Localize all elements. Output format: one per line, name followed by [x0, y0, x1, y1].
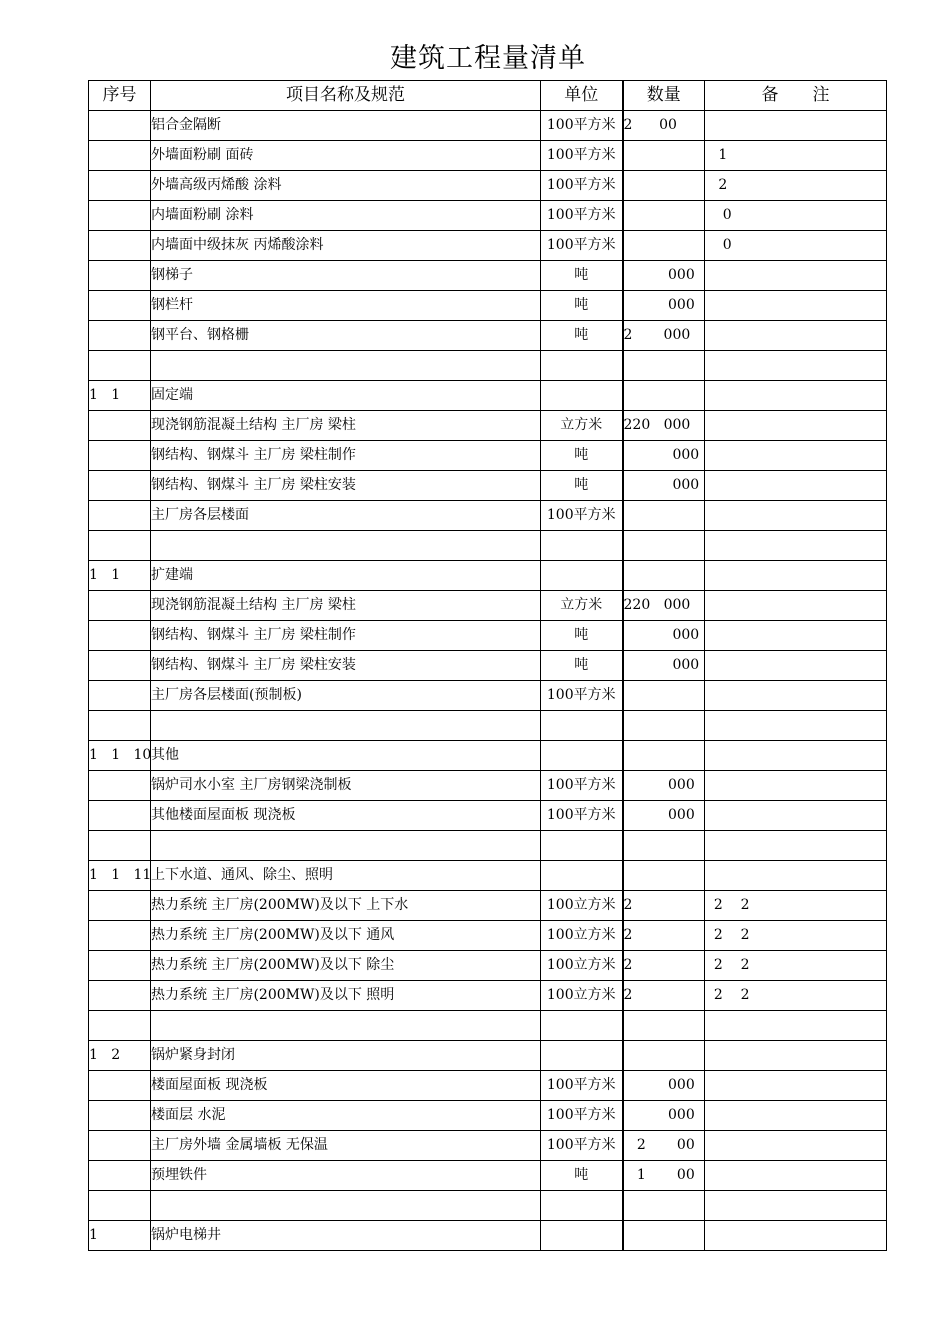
row-quantity: [623, 681, 705, 711]
row-quantity: 000: [623, 1101, 705, 1131]
table-row: [89, 981, 887, 1011]
row-item-name: 内墙面中级抹灰 丙烯酸涂料: [151, 231, 541, 261]
row-item-name: 钢结构、钢煤斗 主厂房 梁柱制作: [151, 441, 541, 471]
table-row: [89, 111, 887, 141]
table-row: [89, 1011, 887, 1041]
row-quantity: 2: [623, 921, 705, 951]
row-note: [705, 591, 887, 621]
row-unit: 吨: [541, 651, 623, 681]
row-quantity: 000: [623, 291, 705, 321]
row-seq: 1 2: [89, 1041, 151, 1071]
row-quantity: 000: [623, 1071, 705, 1101]
row-seq: [89, 591, 151, 621]
table-row: [89, 711, 887, 741]
row-note: [705, 1131, 887, 1161]
row-unit: [541, 1221, 623, 1251]
row-unit: 100平方米: [541, 771, 623, 801]
row-quantity: 2 00: [623, 111, 705, 141]
row-seq: [89, 621, 151, 651]
row-item-name: 铝合金隔断: [151, 111, 541, 141]
table-row: [89, 831, 887, 861]
row-quantity: [623, 741, 705, 771]
row-unit: [541, 1041, 623, 1071]
row-quantity: [623, 711, 705, 741]
row-seq: [89, 681, 151, 711]
row-unit: 100立方米: [541, 951, 623, 981]
row-quantity: [623, 201, 705, 231]
row-note: [705, 1161, 887, 1191]
row-item-name: 主厂房外墙 金属墙板 无保温: [151, 1131, 541, 1161]
row-note: [705, 351, 887, 381]
row-note: [705, 501, 887, 531]
row-item-name: 扩建端: [151, 561, 541, 591]
row-unit: [541, 741, 623, 771]
table-row: [89, 291, 887, 321]
row-item-name: [151, 351, 541, 381]
row-item-name: [151, 831, 541, 861]
table-row: [89, 261, 887, 291]
row-note: [705, 261, 887, 291]
table-row: [89, 621, 887, 651]
row-seq: 1 1: [89, 561, 151, 591]
row-quantity: 220 000: [623, 591, 705, 621]
row-seq: [89, 1191, 151, 1221]
row-note: [705, 831, 887, 861]
row-quantity: 000: [623, 621, 705, 651]
row-item-name: 现浇钢筋混凝土结构 主厂房 梁柱: [151, 591, 541, 621]
row-note: [705, 681, 887, 711]
table-row: [89, 1131, 887, 1161]
row-quantity: [623, 531, 705, 561]
row-item-name: 固定端: [151, 381, 541, 411]
table-row: [89, 681, 887, 711]
row-quantity: 000: [623, 771, 705, 801]
table-row: [89, 891, 887, 921]
row-item-name: 钢结构、钢煤斗 主厂房 梁柱安装: [151, 471, 541, 501]
row-item-name: 其他楼面屋面板 现浇板: [151, 801, 541, 831]
row-unit: 100平方米: [541, 1131, 623, 1161]
row-note: [705, 771, 887, 801]
row-seq: [89, 921, 151, 951]
row-item-name: 外墙面粉刷 面砖: [151, 141, 541, 171]
table-row: [89, 471, 887, 501]
table-row: [89, 201, 887, 231]
header-name: 项目名称及规范: [151, 81, 541, 111]
row-unit: 100平方米: [541, 111, 623, 141]
table-row: [89, 801, 887, 831]
row-item-name: [151, 531, 541, 561]
row-item-name: 热力系统 主厂房(200MW)及以下 通风: [151, 921, 541, 951]
row-unit: 100平方米: [541, 501, 623, 531]
row-quantity: [623, 231, 705, 261]
row-unit: 100立方米: [541, 891, 623, 921]
row-note: [705, 1041, 887, 1071]
row-quantity: [623, 141, 705, 171]
table-row: [89, 1161, 887, 1191]
row-quantity: [623, 501, 705, 531]
row-seq: [89, 1131, 151, 1161]
row-unit: 吨: [541, 321, 623, 351]
row-seq: [89, 1011, 151, 1041]
table-row: [89, 1041, 887, 1071]
row-seq: 1 1: [89, 381, 151, 411]
row-unit: 100平方米: [541, 201, 623, 231]
row-item-name: 锅炉紧身封闭: [151, 1041, 541, 1071]
row-seq: [89, 831, 151, 861]
row-unit: 100平方米: [541, 1101, 623, 1131]
row-seq: [89, 531, 151, 561]
row-note: 2 2: [705, 891, 887, 921]
table-row: [89, 1071, 887, 1101]
row-note: [705, 801, 887, 831]
table-row: [89, 531, 887, 561]
header-qty: 数量: [623, 81, 705, 111]
row-seq: 1: [89, 1221, 151, 1251]
row-unit: 吨: [541, 471, 623, 501]
table-row: [89, 501, 887, 531]
table-row: [89, 411, 887, 441]
row-quantity: [623, 1191, 705, 1221]
table-row: [89, 231, 887, 261]
row-seq: [89, 171, 151, 201]
row-quantity: 2: [623, 951, 705, 981]
row-quantity: 2 00: [623, 1131, 705, 1161]
row-note: [705, 741, 887, 771]
row-seq: [89, 261, 151, 291]
row-note: [705, 711, 887, 741]
row-unit: [541, 711, 623, 741]
row-note: 2 2: [705, 981, 887, 1011]
row-quantity: 000: [623, 801, 705, 831]
row-quantity: [623, 561, 705, 591]
row-note: [705, 651, 887, 681]
table-row: [89, 741, 887, 771]
row-note: 1: [705, 141, 887, 171]
row-item-name: [151, 711, 541, 741]
row-item-name: 热力系统 主厂房(200MW)及以下 上下水: [151, 891, 541, 921]
row-unit: 立方米: [541, 411, 623, 441]
row-note: [705, 561, 887, 591]
row-unit: 100平方米: [541, 681, 623, 711]
row-note: [705, 531, 887, 561]
row-quantity: 2: [623, 981, 705, 1011]
row-quantity: [623, 171, 705, 201]
row-item-name: 钢栏杆: [151, 291, 541, 321]
row-note: 2: [705, 171, 887, 201]
row-seq: [89, 771, 151, 801]
row-note: [705, 1071, 887, 1101]
table-row: [89, 771, 887, 801]
table-row: [89, 861, 887, 891]
row-unit: 100平方米: [541, 171, 623, 201]
row-seq: [89, 201, 151, 231]
table-row: [89, 171, 887, 201]
row-seq: [89, 951, 151, 981]
row-note: 0: [705, 231, 887, 261]
row-unit: [541, 1191, 623, 1221]
row-item-name: [151, 1191, 541, 1221]
table-row: [89, 1101, 887, 1131]
row-quantity: 2 000: [623, 321, 705, 351]
row-quantity: [623, 831, 705, 861]
row-seq: [89, 711, 151, 741]
row-seq: [89, 111, 151, 141]
row-note: [705, 381, 887, 411]
row-note: 0: [705, 201, 887, 231]
row-seq: 1 1 11: [89, 861, 151, 891]
row-note: [705, 1191, 887, 1221]
row-seq: [89, 801, 151, 831]
row-unit: 100平方米: [541, 231, 623, 261]
row-item-name: 楼面屋面板 现浇板: [151, 1071, 541, 1101]
row-quantity: [623, 381, 705, 411]
row-quantity: 220 000: [623, 411, 705, 441]
row-item-name: 钢平台、钢格栅: [151, 321, 541, 351]
row-unit: [541, 381, 623, 411]
row-unit: 100平方米: [541, 141, 623, 171]
row-unit: [541, 1011, 623, 1041]
table-row: [89, 1221, 887, 1251]
row-item-name: [151, 1011, 541, 1041]
row-item-name: 热力系统 主厂房(200MW)及以下 照明: [151, 981, 541, 1011]
row-quantity: 000: [623, 261, 705, 291]
row-seq: [89, 501, 151, 531]
table-row: [89, 141, 887, 171]
row-seq: [89, 411, 151, 441]
row-note: 2 2: [705, 921, 887, 951]
header-note: 备 注: [705, 81, 887, 111]
row-seq: [89, 1071, 151, 1101]
row-note: [705, 291, 887, 321]
row-note: [705, 441, 887, 471]
row-item-name: 其他: [151, 741, 541, 771]
row-seq: [89, 1101, 151, 1131]
table-row: [89, 381, 887, 411]
row-seq: [89, 471, 151, 501]
row-item-name: 预埋铁件: [151, 1161, 541, 1191]
table-row: [89, 591, 887, 621]
header-seq: 序号: [89, 81, 151, 111]
row-item-name: 楼面层 水泥: [151, 1101, 541, 1131]
row-note: [705, 1011, 887, 1041]
row-unit: 100平方米: [541, 1071, 623, 1101]
row-seq: [89, 441, 151, 471]
row-note: [705, 861, 887, 891]
row-item-name: 锅炉电梯井: [151, 1221, 541, 1251]
row-note: [705, 411, 887, 441]
table-row: [89, 921, 887, 951]
row-seq: [89, 1161, 151, 1191]
row-item-name: 现浇钢筋混凝土结构 主厂房 梁柱: [151, 411, 541, 441]
row-unit: [541, 351, 623, 381]
row-unit: [541, 831, 623, 861]
row-note: [705, 1101, 887, 1131]
row-quantity: [623, 351, 705, 381]
row-unit: [541, 561, 623, 591]
row-unit: 100立方米: [541, 921, 623, 951]
row-item-name: 钢梯子: [151, 261, 541, 291]
row-item-name: 外墙高级丙烯酸 涂料: [151, 171, 541, 201]
row-quantity: 000: [623, 651, 705, 681]
row-quantity: 1 00: [623, 1161, 705, 1191]
table-row: [89, 651, 887, 681]
row-seq: [89, 321, 151, 351]
row-unit: [541, 861, 623, 891]
row-note: [705, 321, 887, 351]
row-seq: [89, 141, 151, 171]
row-note: [705, 621, 887, 651]
table-row: [89, 561, 887, 591]
row-item-name: 主厂房各层楼面(预制板): [151, 681, 541, 711]
row-unit: 吨: [541, 291, 623, 321]
row-seq: [89, 291, 151, 321]
row-item-name: 内墙面粉刷 涂料: [151, 201, 541, 231]
row-unit: 吨: [541, 621, 623, 651]
row-seq: [89, 651, 151, 681]
row-quantity: [623, 1041, 705, 1071]
table-row: [89, 951, 887, 981]
row-unit: 吨: [541, 1161, 623, 1191]
row-item-name: 主厂房各层楼面: [151, 501, 541, 531]
row-seq: [89, 231, 151, 261]
table-row: [89, 321, 887, 351]
row-seq: 1 1 10: [89, 741, 151, 771]
row-seq: [89, 351, 151, 381]
row-note: 2 2: [705, 951, 887, 981]
row-item-name: 锅炉司水小室 主厂房钢梁浇制板: [151, 771, 541, 801]
row-seq: [89, 981, 151, 1011]
row-note: [705, 111, 887, 141]
row-item-name: 热力系统 主厂房(200MW)及以下 除尘: [151, 951, 541, 981]
row-item-name: 钢结构、钢煤斗 主厂房 梁柱安装: [151, 651, 541, 681]
row-item-name: 钢结构、钢煤斗 主厂房 梁柱制作: [151, 621, 541, 651]
row-quantity: [623, 1011, 705, 1041]
table-row: [89, 1191, 887, 1221]
row-seq: [89, 891, 151, 921]
row-quantity: 2: [623, 891, 705, 921]
row-unit: 吨: [541, 441, 623, 471]
row-quantity: 000: [623, 441, 705, 471]
row-unit: 100平方米: [541, 801, 623, 831]
row-unit: [541, 531, 623, 561]
row-quantity: [623, 861, 705, 891]
row-quantity: 000: [623, 471, 705, 501]
sheet-title: 建筑工程量清单: [390, 43, 586, 74]
row-unit: 吨: [541, 261, 623, 291]
row-note: [705, 1221, 887, 1251]
table-row: [89, 441, 887, 471]
row-item-name: 上下水道、通风、除尘、照明: [151, 861, 541, 891]
row-note: [705, 471, 887, 501]
header-row: [89, 81, 887, 111]
row-unit: 100立方米: [541, 981, 623, 1011]
row-quantity: [623, 1221, 705, 1251]
header-unit: 单位: [541, 81, 623, 111]
table-row: [89, 351, 887, 381]
quantity-table: [88, 80, 887, 1251]
row-unit: 立方米: [541, 591, 623, 621]
